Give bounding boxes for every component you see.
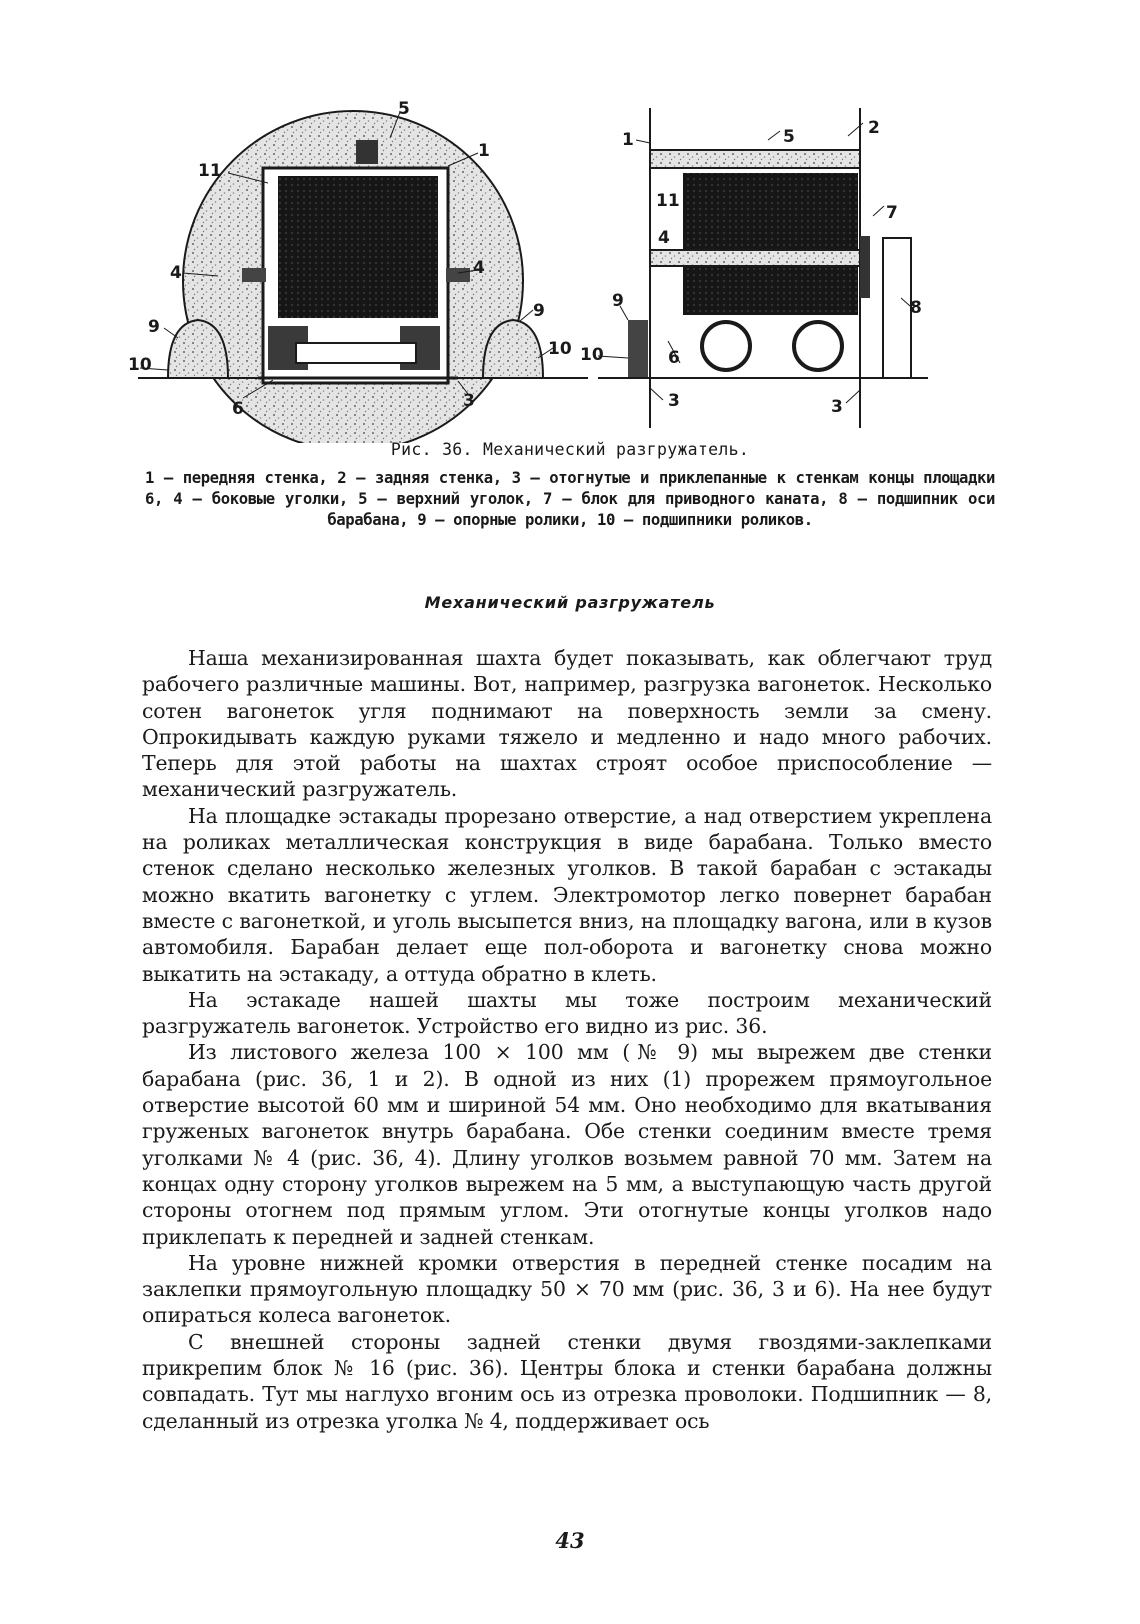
paragraph: Наша механизированная шахта будет показывать, как облегчают труд рабочего различные машины. Вот, например, разгрузка вагонеток. Несколько сотен вагонеток угля поднимают на поверхность земли за смену. Опрокидывать каждую руками тяжело и медленно и надо много рабочих. Теперь для этой работы на шахтах строят особое приспособление — механический разгружатель. xyxy=(142,646,992,802)
side-angle-right xyxy=(446,268,470,282)
label-right-3a: 3 xyxy=(668,391,680,411)
label-right-1: 1 xyxy=(622,130,634,150)
wheel-back xyxy=(794,322,842,370)
label-left-1: 1 xyxy=(478,141,490,161)
label-right-10: 10 xyxy=(580,345,604,365)
figure-drawings xyxy=(128,98,988,443)
side-angle-4-side xyxy=(650,250,860,266)
figure-caption-title: Рис. 36. Механический разгружатель. xyxy=(390,440,750,459)
top-angle-5 xyxy=(356,140,378,164)
figure-36 xyxy=(128,98,988,443)
label-right-2: 2 xyxy=(868,118,880,138)
label-right-9: 9 xyxy=(612,291,624,311)
coal-load xyxy=(278,176,438,318)
label-left-5: 5 xyxy=(398,99,410,119)
coal-load-side xyxy=(683,173,858,315)
paragraph: На площадке эстакады прорезано отверстие, а над отверстием укреплена на роликах металлическая конструкция в виде барабана. Только вместо стенок сделано несколько железных уголков. В такой барабан с эстакады можно вкатить вагонетку с углем. Электромотор легко повернет барабан вместе с вагонеткой, и уголь высыпется вниз, на площадку вагона, или в кузов автомобиля. Барабан делает еще пол-оборота и вагонетку снова можно выкатить на эстакаду, а оттуда обратно в клеть. xyxy=(142,803,992,986)
label-right-7: 7 xyxy=(886,203,898,223)
label-left-9b: 9 xyxy=(533,301,545,321)
paragraph: На уровне нижней кромки отверстия в передней стенке посадим на заклепки прямоугольную площадку 50 × 70 мм (рис. 36, 3 и 6). На нее будут опираться колеса вагонеток. xyxy=(142,1250,992,1328)
side-view-drawing xyxy=(598,108,928,428)
label-right-8: 8 xyxy=(910,298,922,318)
label-left-10b: 10 xyxy=(548,339,572,359)
paragraph: На эстакаде нашей шахты мы тоже построим механический разгружатель вагонеток. Устройство его видно из рис. 36. xyxy=(142,987,992,1039)
label-left-3: 3 xyxy=(463,391,475,411)
page-number: 43 xyxy=(555,1528,585,1553)
top-angle-5-side xyxy=(650,150,860,168)
figure-caption-legend: 1 — передняя стенка, 2 — задняя стенка, 3 — отогнутые и приклепанные к стенкам концы площадки 6, 4 — боковые уголки, 5 — верхний уголок, 7 — блок для приводного каната, 8 — подшипник оси барабана, 9 — опорные ролики, 10 — подшипники роликов. xyxy=(145,469,995,529)
label-left-10a: 10 xyxy=(128,355,152,375)
label-left-6: 6 xyxy=(232,399,244,419)
wagon-axle xyxy=(296,343,416,363)
label-right-4: 4 xyxy=(658,228,670,248)
roller-9-side xyxy=(628,320,648,378)
body-text xyxy=(142,645,992,1434)
section-heading: Механический разгружатель xyxy=(424,593,716,612)
pulley-7 xyxy=(860,236,870,298)
label-right-6: 6 xyxy=(668,348,680,368)
label-right-11: 11 xyxy=(656,191,680,211)
bearing-8 xyxy=(883,238,911,378)
label-left-11: 11 xyxy=(198,161,222,181)
wheel-front xyxy=(702,322,750,370)
paragraph: С внешней стороны задней стенки двумя гвоздями-заклепками прикрепим блок № 16 (рис. 36). Центры блока и стенки барабана должны совпадать. Тут мы наглухо вгоним ось из отрезка проволоки. Подшипник — 8, сделанный из отрезка уголка № 4, поддерживает ось xyxy=(142,1329,992,1433)
label-left-9a: 9 xyxy=(148,317,160,337)
label-right-5: 5 xyxy=(783,127,795,147)
side-angle-left xyxy=(242,268,266,282)
label-left-4b: 4 xyxy=(473,258,485,278)
paragraph: Из листового железа 100 × 100 мм (№ 9) мы вырежем две стенки барабана (рис. 36, 1 и 2). В одной из них (1) прорежем прямоугольное отверстие высотой 60 мм и шириной 54 мм. Оно необходимо для вкатывания груженых вагонеток внутрь барабана. Обе стенки соединим вместе тремя уголками № 4 (рис. 36, 4). Длину уголков возьмем равной 70 мм. Затем на концах одну сторону уголков вырежем на 5 мм, а выступающую часть другой стороны отогнем под прямым углом. Эти отогнутые концы уголков надо приклепать к передней и задней стенкам. xyxy=(142,1040,992,1249)
label-right-3b: 3 xyxy=(831,397,843,417)
label-left-4a: 4 xyxy=(170,263,182,283)
